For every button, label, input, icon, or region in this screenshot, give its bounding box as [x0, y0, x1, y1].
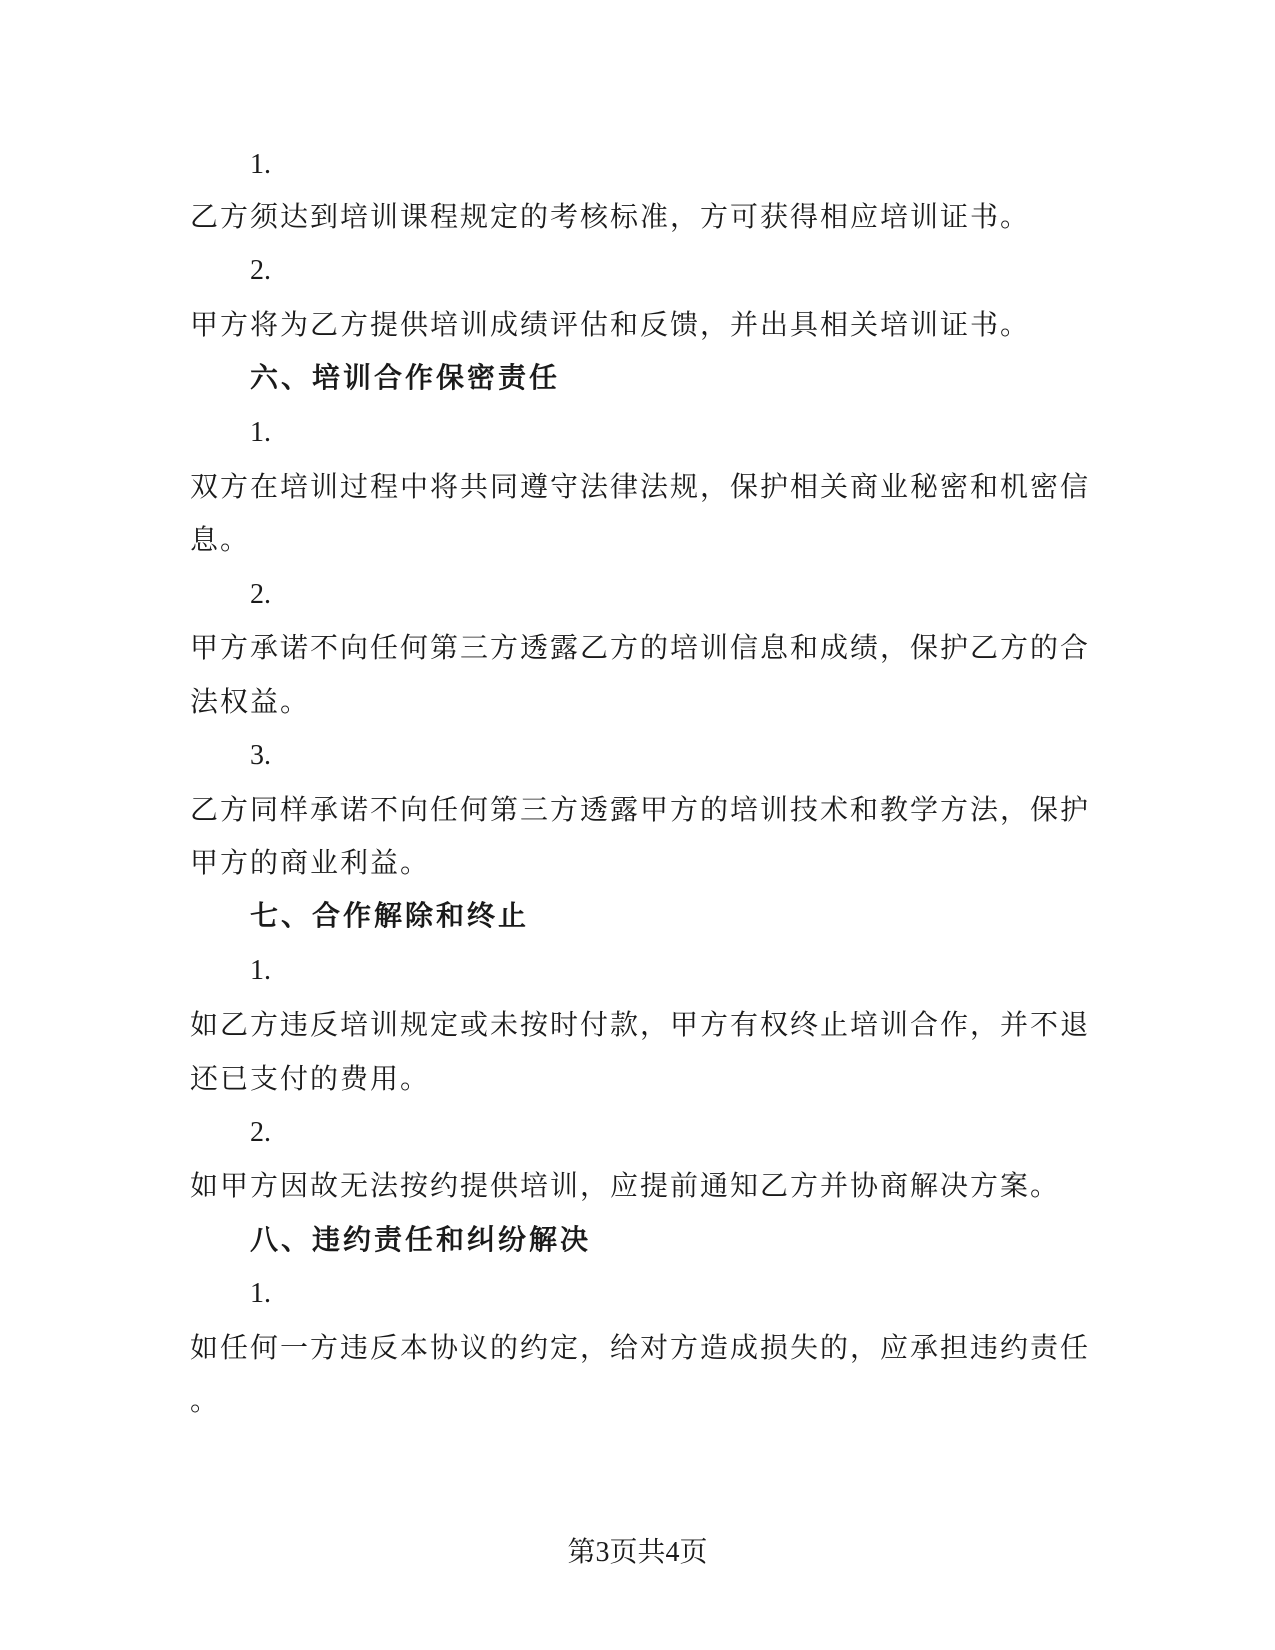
item-number: 1.: [250, 417, 271, 448]
paragraph-line: 双方在培训过程中将共同遵守法律法规，保护相关商业秘密和机密信: [190, 470, 1091, 503]
item-number: 2.: [250, 579, 271, 610]
paragraph-line: 还已支付的费用。: [190, 1062, 431, 1095]
paragraph-line: 甲方承诺不向任何第三方透露乙方的培训信息和成绩，保护乙方的合: [190, 631, 1091, 664]
paragraph-line: 如任何一方违反本协议的约定，给对方造成损失的，应承担违约责任: [190, 1331, 1091, 1364]
paragraph-line: 乙方须达到培训课程规定的考核标准，方可获得相应培训证书。: [190, 200, 1031, 233]
section-heading: 六、培训合作保密责任: [250, 361, 561, 394]
paragraph-line: 甲方的商业利益。: [190, 846, 431, 879]
paragraph-line: 。: [190, 1384, 221, 1417]
section-heading: 七、合作解除和终止: [250, 899, 530, 932]
item-number: 1.: [250, 955, 271, 986]
paragraph-line: 如甲方因故无法按约提供培训，应提前通知乙方并协商解决方案。: [190, 1169, 1061, 1202]
paragraph-line: 甲方将为乙方提供培训成绩评估和反馈，并出具相关培训证书。: [190, 308, 1031, 341]
paragraph-line: 乙方同样承诺不向任何第三方透露甲方的培训技术和教学方法，保护: [190, 793, 1091, 826]
page-number-footer: 第3页共4页: [567, 1537, 708, 1568]
item-number: 2.: [250, 1117, 271, 1148]
item-number: 1.: [250, 149, 271, 180]
item-number: 2.: [250, 255, 271, 286]
paragraph-line: 法权益。: [190, 685, 311, 718]
paragraph-line: 如乙方违反培训规定或未按时付款，甲方有权终止培训合作，并不退: [190, 1008, 1091, 1041]
paragraph-line: 息。: [190, 523, 251, 556]
section-heading: 八、违约责任和纠纷解决: [250, 1223, 592, 1256]
item-number: 3.: [250, 740, 271, 771]
item-number: 1.: [250, 1278, 271, 1309]
